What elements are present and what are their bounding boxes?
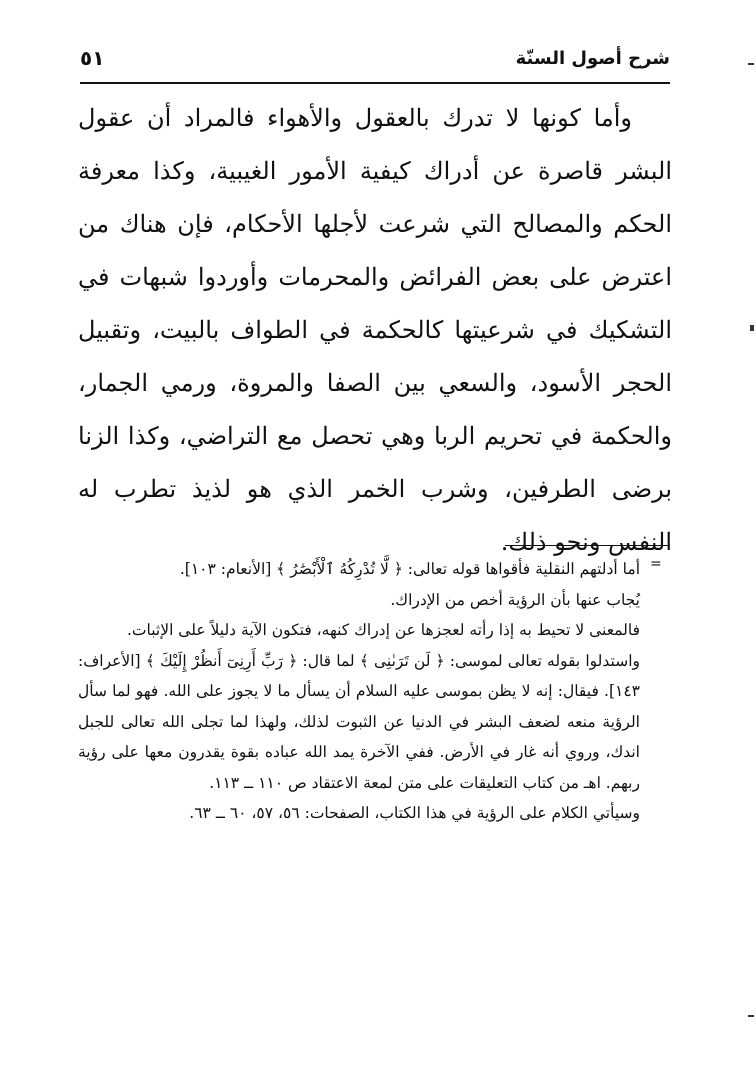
body-paragraph: وأما كونها لا تدرك بالعقول والأهواء فالمراد أن عقول البشر قاصرة عن أدراك كيفية الأمور الغيبية، وكذا معرفة الحكم والمصالح التي شرعت لأجلها الأحكام، فإن هناك من اعترض على بعض الفرائض والمحرمات وأوردوا شبهات في التشكيك في شرعيتها كالحكمة في الطواف بالبيت، وتقبيل الحجر الأسود، والسعي بين الصفا والمروة، ورمي الجمار، والحكمة في تحريم الربا وهي تحصل مع التراضي، وكذا الزنا برضى الطرفين، وشرب الخمر الذي هو لذيذ تطرب له النفس ونحو ذلك. [78, 104, 672, 556]
page-number: ٥١ [80, 46, 105, 70]
footnote-separator [505, 545, 670, 546]
footnote-line: وسيأتي الكلام على الرؤية في هذا الكتاب، الصفحات: ٥٦، ٥٧، ٦٠ ــ ٦٣. [189, 804, 640, 822]
scan-edge-mark [748, 63, 754, 65]
scan-edge-mark [750, 325, 754, 331]
footnote-line: واستدلوا بقوله تعالى لموسى: ﴿ لَن تَرَىٰنِى ﴾ لما قال: ﴿ رَبِّ أَرِنِىٓ أَنظُرْ إِلَيْكَ ﴾ [الأعراف: ١٤٣]. فيقال: إنه لا يظن بموسى عليه السلام أن يسأل ما لا يجوز على الله. فهو لما سأل الرؤية منعه لضعف البشر في الدنيا عن الثبوت لذلك، ولهذا لما تجلى الله تعالى للجبل اندك، وروي أنه غار في الأرض. ففي الآخرة يمد الله عباده بقوة يقدرون معها على رؤية ربهم. اهـ من كتاب التعليقات على متن لمعة الاعتقاد ص ١١٠ ــ ١١٣. [78, 651, 640, 792]
footnote-continuation-marker: = [650, 556, 662, 572]
footnote-line: يُجاب عنها بأن الرؤية أخص من الإدراك. [390, 590, 640, 609]
page-header [80, 40, 670, 80]
running-title: شرح أصول السنّة [515, 48, 670, 69]
footnote-line: فالمعنى لا تحيط به إذا رأته لعجزها عن إدراك كنهه، فتكون الآية دليلاً على الإثبات. [127, 621, 640, 639]
scan-edge-mark [748, 1015, 754, 1017]
footnote-line: أما أدلتهم النقلية فأقواها قوله تعالى: ﴿ لَّا تُدْرِكُهُ ٱلْأَبْصَٰرُ ﴾ [الأنعام: ١٠٣]. [179, 560, 640, 578]
main-text [78, 92, 672, 569]
header-rule [80, 82, 670, 84]
footnotes [78, 554, 640, 829]
